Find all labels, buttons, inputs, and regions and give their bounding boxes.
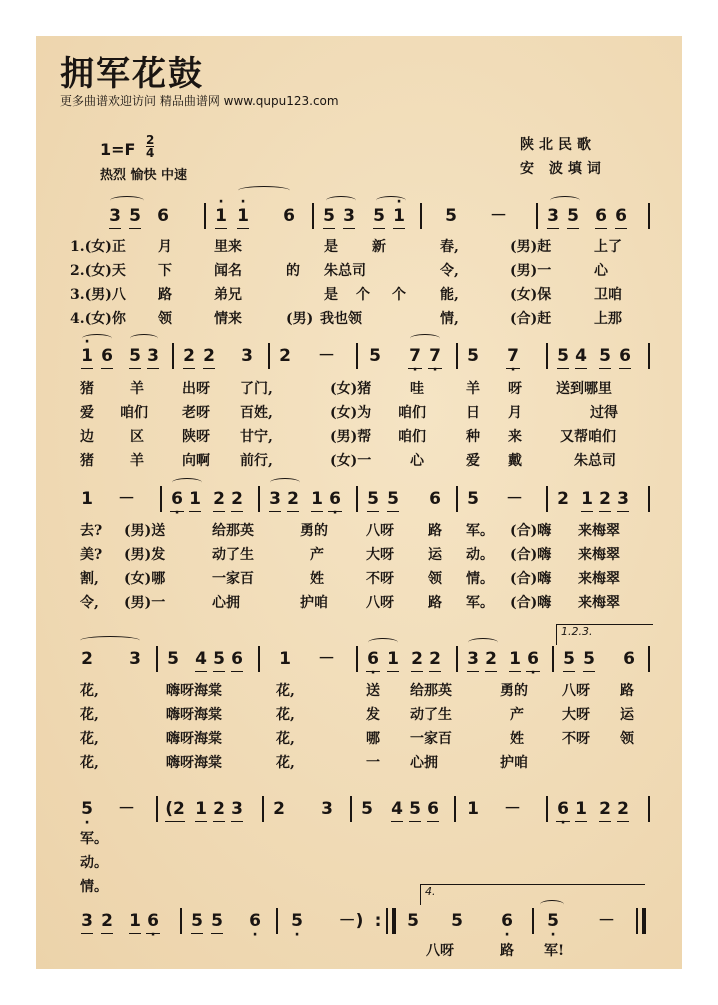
system-2-lyrics-verse-1: 猪 羊 出呀 了门, (女)猪 哇 羊 呀 送到哪里 <box>80 381 612 397</box>
note: － <box>490 206 507 226</box>
tempo-marking: 热烈 愉快 中速 <box>100 168 188 183</box>
system-1-lyrics-verse-2: 2.(女)天 下 闻名 的 朱总司 令, (男)一 心 <box>70 263 608 279</box>
slur <box>550 196 580 205</box>
note: 6 <box>283 206 295 226</box>
note: 5 <box>323 206 335 226</box>
slur <box>540 900 564 909</box>
note: 3 <box>343 206 355 226</box>
volta-bracket-2: 4. <box>420 884 645 905</box>
note: 6 <box>157 206 169 226</box>
repeat-dots: : <box>374 911 382 931</box>
system-4-lyrics-verse-4: 花, 嗨呀海棠 花, 一 心拥 护咱 <box>80 755 528 771</box>
system-1-notes <box>0 205 718 229</box>
system-2-notes: · 1 6 5 3 2 2 3 2 － 5 7 · 7 · 5 7 · 5 4 5 6 <box>0 345 718 369</box>
time-signature: $\frac{2}{4}$ <box>146 133 155 160</box>
slur <box>82 334 112 343</box>
system-4-lyrics-verse-1: 花, 嗨呀海棠 花, 送 给那英 勇的 八呀 路 <box>80 683 634 699</box>
slur <box>172 478 202 487</box>
system-3-lyrics-verse-3: 割, (女)哪 一家百 姓 不呀 领 情。 (合)嗨 来梅翠 <box>80 571 620 587</box>
slur <box>468 638 498 647</box>
slur <box>110 196 144 205</box>
note: 3 <box>547 206 559 226</box>
site-subtitle: 更多曲谱欢迎访问 精品曲谱网 www.qupu123.com <box>60 94 339 108</box>
system-3-lyrics-verse-2: 美? (男)发 动了生 产 大呀 运 动。 (合)嗨 来梅翠 <box>80 547 620 563</box>
system-4-lyrics-verse-3: 花, 嗨呀海棠 花, 哪 一家百 姓 不呀 领 <box>80 731 634 747</box>
system-4-lyrics-verse-2: 花, 嗨呀海棠 花, 发 动了生 产 大呀 运 <box>80 707 634 723</box>
system-1-lyrics-verse-1: 1.(女)正 月 里来 是 新 春, (男)赶 上了 <box>70 239 622 255</box>
system-3-notes: 1 － 6 · 1 2 2 3 2 1 6 · 5 5 6 5 － 2 1 2 3 <box>0 488 718 512</box>
system-3-lyrics-verse-4: 令, (男)一 心拥 护咱 八呀 路 军。 (合)嗨 来梅翠 <box>80 595 620 611</box>
slur <box>326 196 356 205</box>
note: 6 <box>595 206 607 226</box>
note: · 1 <box>214 205 228 227</box>
barline <box>420 203 422 229</box>
slur <box>270 478 300 487</box>
barline <box>312 203 314 229</box>
note: 5 <box>373 206 385 226</box>
system-3-lyrics-verse-1: 去? (男)送 给那英 勇的 八呀 路 军。 (合)嗨 来梅翠 <box>80 523 620 539</box>
slur <box>238 186 290 195</box>
key-signature: 1=F <box>100 140 136 159</box>
system-6-notes: 3 2 1 6 · 5 5 6 · 5 · －) : 5 5 6 · 5 · － <box>0 910 718 934</box>
volta-bracket-1: 1.2.3. <box>556 624 653 645</box>
system-5-notes: 5 · － (2 1 2 3 2 3 5 4 5 6 1 － 6 · 1 2 2 <box>0 798 718 822</box>
system-2-lyrics-verse-2: 爱 咱们 老呀 百姓, (女)为 咱们 日 月 过得 <box>80 405 618 421</box>
system-6-lyrics: 八呀 路 军! <box>426 943 565 959</box>
barline <box>648 203 650 229</box>
slur <box>130 334 158 343</box>
slur <box>368 638 398 647</box>
barline <box>204 203 206 229</box>
note: · 1 <box>392 205 406 227</box>
slur <box>80 636 140 645</box>
system-4-notes: 2 3 5 4 5 6 1 － 6 · 1 2 2 3 2 1 6 · 5 5 6 <box>0 648 718 672</box>
system-5-lyrics-verse-1: 军。 <box>80 831 108 847</box>
song-title: 拥军花鼓 <box>60 54 204 94</box>
system-1-lyrics-verse-3: 3.(男)八 路 弟兄 是 个 个 能, (女)保 卫咱 <box>70 287 622 303</box>
note: 5 <box>129 206 141 226</box>
barline <box>536 203 538 229</box>
note: 6 <box>615 206 627 226</box>
system-2-lyrics-verse-4: 猪 羊 向啊 前行, (女)一 心 爱 戴 朱总司 <box>80 453 616 469</box>
note: 5 <box>445 206 457 226</box>
note: 3 <box>109 206 121 226</box>
credit-lyricist: 安 波填词 <box>520 161 606 177</box>
system-1-lyrics-verse-4: 4.(女)你 领 情来 (男) 我也领 情, (合)赶 上那 <box>70 311 622 327</box>
slur <box>410 334 440 343</box>
system-5-lyrics-verse-2: 动。 <box>80 855 108 871</box>
note: · 1 <box>236 205 250 227</box>
system-2-lyrics-verse-3: 边 区 陕呀 甘宁, (男)帮 咱们 种 来 又帮咱们 <box>80 429 616 445</box>
system-5-lyrics-verse-3: 情。 <box>80 879 108 895</box>
credit-origin: 陕北民歌 <box>520 137 596 153</box>
note: 5 <box>567 206 579 226</box>
slur <box>376 196 406 205</box>
